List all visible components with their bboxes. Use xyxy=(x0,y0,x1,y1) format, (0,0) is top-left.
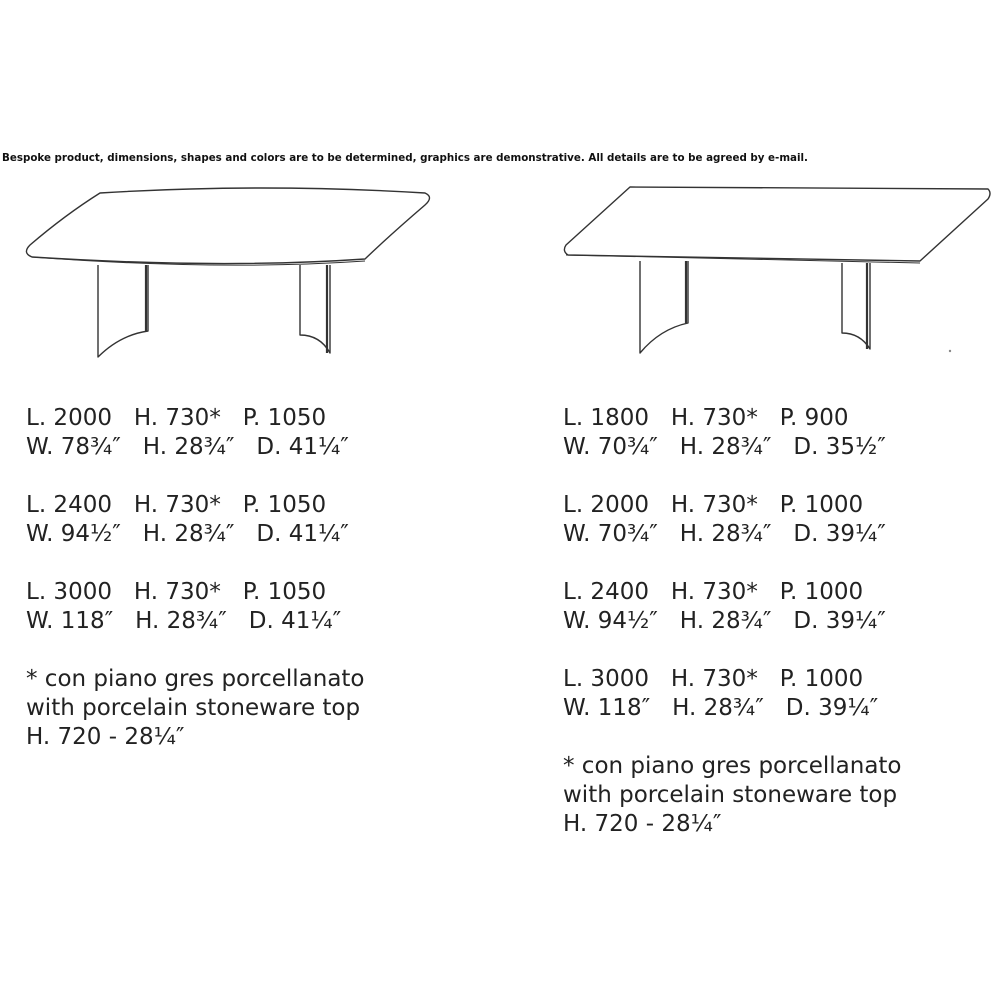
metric-dimensions: L. 3000 H. 730* P. 1000 xyxy=(563,666,864,692)
table-leg-left xyxy=(640,261,688,353)
dimension-group xyxy=(563,404,902,462)
dimension-group xyxy=(563,665,902,723)
metric-dimensions: L. 2000 H. 730* P. 1050 xyxy=(26,405,327,431)
barrel-table-illustration xyxy=(20,185,440,365)
imperial-dimensions: W. 70¾″ H. 28¾″ D. 35½″ xyxy=(563,434,886,460)
note-line: with porcelain stoneware top xyxy=(26,695,361,721)
note-line: H. 720 - 28¼″ xyxy=(26,724,185,750)
imperial-dimensions: W. 118″ H. 28¾″ D. 41¼″ xyxy=(26,608,342,634)
dimension-group xyxy=(563,578,902,636)
note-line: * con piano gres porcellanato xyxy=(26,666,365,692)
stoneware-note xyxy=(26,665,365,752)
imperial-dimensions: W. 118″ H. 28¾″ D. 39¼″ xyxy=(563,695,879,721)
dimension-group xyxy=(26,404,365,462)
dimension-group xyxy=(563,491,902,549)
table-leg-left xyxy=(98,265,148,357)
dimension-group xyxy=(26,578,365,636)
metric-dimensions: L. 2000 H. 730* P. 1000 xyxy=(563,492,864,518)
note-line: H. 720 - 28¼″ xyxy=(563,811,722,837)
rectangular-table-illustration xyxy=(560,183,1000,363)
imperial-dimensions: W. 94½″ H. 28¾″ D. 39¼″ xyxy=(563,608,886,634)
imperial-dimensions: W. 78¾″ H. 28¾″ D. 41¼″ xyxy=(26,434,349,460)
stoneware-note xyxy=(563,752,902,839)
disclaimer-text: Bespoke product, dimensions, shapes and colors are to be determined, graphics are demonstrative. All details are to be agreed by e-mail. xyxy=(2,152,808,164)
note-line: with porcelain stoneware top xyxy=(563,782,898,808)
note-line: * con piano gres porcellanato xyxy=(563,753,902,779)
table-top-outline xyxy=(564,187,990,261)
metric-dimensions: L. 1800 H. 730* P. 900 xyxy=(563,405,849,431)
metric-dimensions: L. 2400 H. 730* P. 1050 xyxy=(26,492,327,518)
imperial-dimensions: W. 70¾″ H. 28¾″ D. 39¼″ xyxy=(563,521,886,547)
left-dimensions xyxy=(26,404,365,781)
table-top-outline xyxy=(26,188,429,264)
dimension-group xyxy=(26,491,365,549)
metric-dimensions: L. 3000 H. 730* P. 1050 xyxy=(26,579,327,605)
imperial-dimensions: W. 94½″ H. 28¾″ D. 41¼″ xyxy=(26,521,349,547)
right-dimensions xyxy=(563,404,902,868)
metric-dimensions: L. 2400 H. 730* P. 1000 xyxy=(563,579,864,605)
table-leg-right xyxy=(300,265,330,353)
table-leg-right xyxy=(842,263,870,349)
